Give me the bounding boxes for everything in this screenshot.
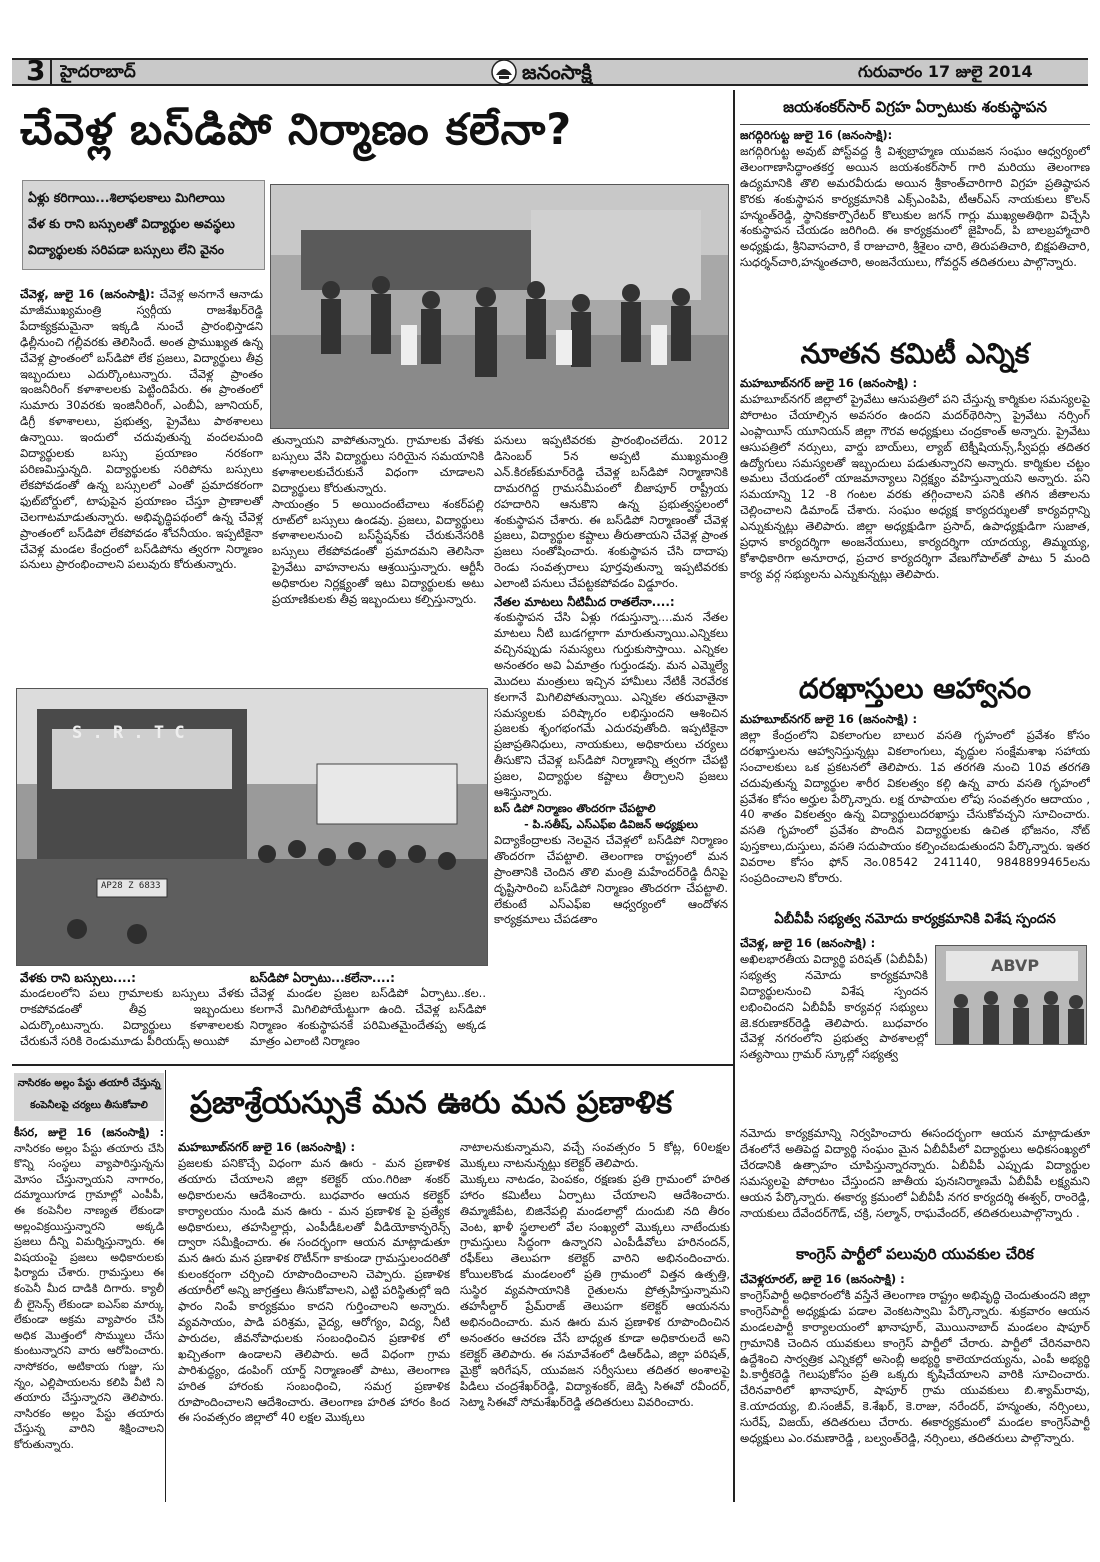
- main-story-col3-subhead3: - పి.సతీష్, ఎస్ఎఫ్ఐ డివిజన్ అధ్యక్షులు: [524, 817, 698, 831]
- main-story-col2: తున్నాయని వాపోతున్నారు. గ్రామాలకు వేళకు బస్సులు వేసి విద్యార్థులు సరియైన సమయానికి కళాశాలలకుచేరుకునే విధంగా చూడాలని విద్యార్థులు కోరుతున్నారు. సాయంత్రం 5 అయిందంటేచాలు శంకర్‌పల్లి రూట్‌లో బస్సులు ఉండవు. ప్రజలు, విద్యార్థులు కళాశాలలనుంచి బస్‌స్టేషన్‌కు చేరుకునేసరికి బస్సులు లేకపోవడంతో ప్రమాదమని తెలిసినా ప్రైవేటు వాహనాలను ఆశ్రయిస్తున్నారు. ఆర్టీసీ అధికారుల నిర్లక్ష్యంతో ఇటు విద్యార్థులకు అటు ప్రయాణికులకు తీవ్ర ఇబ్బందులు కల్పిస్తున్నారు.: [272, 433, 484, 607]
- right-story1-dateline: జగద్గిరిగుట్ట జులై 16 (జనంసాక్షి):: [740, 128, 893, 142]
- ginger-story-headline-box: [14, 1073, 164, 1121]
- scheme-story-headline: ప్రజాశ్రేయస్సుకే మన ఊరు మన ప్రణాళిక: [190, 1085, 673, 1121]
- right-story3-dateline: మహబూబ్‌నగర్ జులై 16 (జనంసాక్షి) :: [740, 712, 918, 726]
- right-story1-text: జగద్గిరిగుట్ట అవుట్ పోస్ట్‌వద్ద శ్రీ విశ్వబ్రాహ్మణ యువజన సంఘం ఆధ్వర్యంలో తెలంగాణాసిద్ధాంతకర్త అయిన జయశంకర్‌సార్ గారి మరియు తెలంగాణ ఉద్యమానికి తొలి అమరవీరుడు అయిన శ్రీకాంత్‌చారిగారి విగ్రహ ప్రతిష్ఠాపన కొరకు శంకుస్థాపన కార్యక్రమానికి ఎక్స్‌ఎంపిపి, టీఆర్ఎస్ నాయకులు కొలన్ హన్మంత్‌రెడ్డి, స్థానికకార్పొరేటర్ కొలుకుల జగన్ గార్లు ముఖ్యఅతిథిగా విచ్చేసి శంకుస్థాపన చేయడం జరిగింది. ఈ కార్యక్రమంలో జైహింద్, పి బాలబ్రహ్మాచారి అధ్యక్షుడు, శ్రీనివాసచారి, కే రాజుచారి, శ్రీశైలం చారి, తిరుపతిచారి, బిక్షపతిచారి, సుధర్శన్‌చారి,హన్మంతచారి, అంజనేయులు, గోవర్దన్ తదితరులు పాల్గొన్నారు.: [740, 143, 1090, 270]
- main-story-col3c-text: విద్యాకేంద్రాలకు నెలవైన చేవెళ్లలో బస్‌డిపో నిర్మాణం తొందరగా చేపట్టాలి. తెలంగాణ రాష్ట్రంలో మన ప్రాంతానికి చెందిన తొలి మంత్రి మహేందర్‌రెడ్డి దీనిపై దృష్టిసారించి బస్‌డిపో నిర్మాణం తొందరగా చేపట్టాలి. లేకుంటే ఎస్ఎఫ్ఐ ఆధ్వర్యంలో ఆందోళన కార్యక్రమాలు చేపడతాం: [494, 832, 728, 927]
- main-story-col2b-text: చేవెళ్ల మండల ప్రజల బస్‌డిపో ఏర్పాటు..కల.. కలగానే మిగిలిపోయేట్టుగా ఉంది. చేవెళ్ల బస్‌డిపో నిర్మాణం శంకుస్థాపనకే పరిమితమైందేతప్ప అక్కడ మాత్రం ఎలాంటి నిర్మాణం: [250, 986, 486, 1048]
- right-story4-headline: ఏబీవీపీ సభ్యత్వ నమోదు కార్యక్రమానికి విశేష స్పందన: [774, 911, 1056, 927]
- bus-plate-text: AP28 Z 6833: [101, 881, 161, 891]
- main-story-col1-subhead: వేళకు రాని బస్సులు....:: [20, 971, 136, 985]
- main-story-col3: [494, 433, 728, 951]
- right-story3-body: [740, 712, 1090, 904]
- right-story5-body: [740, 1272, 1090, 1504]
- right-story4-body-b: నమోదు కార్యక్రమాన్ని నిర్వహించారు ఈసందర్భంగా ఆయన మాట్లాడుతూ దేశంలోనే అతిపెద్ద విద్యార్థి సంఘం మైన ఏబీవీపీలో విద్యార్థులు అధికసంఖ్యలో చేరడానికి ఉత్సాహం చూపిస్తున్నారన్నారు. ఏబీవీపీ ఎప్పుడు విద్యార్థుల సమస్యలపై పోరాటం చేస్తుందని జాతీయ పునఃనిర్మాణమే ఏబీవీపీ లక్ష్యమని ఆయన పేర్కొన్నారు. ఈకార్య క్రమంలో ఏబీవీపీ నగర కార్యదర్శి ఈశ్వర్, రాంరెడ్డి, నాయకులు దేవేందర్‌గౌడ్, చక్రి, సల్మాన్, రాఘవేందర్, తదితరులుపాల్గొన్నారు .: [740, 1126, 1090, 1220]
- abvp-banner-text: ABVP: [991, 956, 1040, 975]
- right-story1-rule: [740, 124, 1090, 125]
- right-story3-headline: దరఖాస్తులు ఆహ్వానం: [798, 672, 1032, 705]
- column-rule-right: [733, 90, 735, 1502]
- main-story-col3b-text: శంకుస్థాపన చేసి ఏళ్లు గడుస్తున్నా....మన నేతల మాటలు నీటి బుడగల్లాగా మారుతున్నాయి.ఎన్నికలు వచ్చినప్పుడు సమస్యలు గుర్తుకుసొస్తాయి. ఎన్నికల అనంతరం అవి ఏమాత్రం గుర్తుండవు. మన ఎమ్మెల్యే మొదలు మంత్రులు ఇచ్చిన హామీలు నేటికీ నెరవేరక కలగానే మిగిలిపోతున్నాయి. ఎన్నికల తరువాతైనా సమస్యలకు పరిష్కారం లభిస్తుందని ఆశించిన ప్రజలకు శృంగభంగమే ఎదురవుతోంది. ఇప్పటికైనా ప్రజాప్రతినిధులు, నాయకులు, అధికారులు చర్యలు తీసుకొని చేవెళ్ల బస్‌డిపో నిర్మాణాన్ని త్వరగా చేపట్టి ప్రజల, విద్యార్థుల కష్టాలు తీర్చాలని ప్రజలు ఆశిస్తున్నారు.: [494, 610, 728, 800]
- main-story-col1b-text: మండలంలోని పలు గ్రామాలకు బస్సులు వేళకు రాకపోవడంతో తీవ్ర ఇబ్బందులు ఎదుర్కొంటున్నారు. విద్యార్థులు కళాశాలలకు చేరుకునే సరికి రెండుమూడు పీరియడ్స్ అయిపో: [20, 986, 244, 1048]
- right-story5-headline: కాంగ్రెస్ పార్టీలో పలువురి యువకుల చేరిక: [796, 1245, 1034, 1263]
- right-story2-headline: నూతన కమిటీ ఎన్నిక: [800, 337, 1030, 370]
- main-story-dateline: చేవెళ్ల, జులై 16 (జనంసాక్షి):: [20, 287, 155, 301]
- page-number: 3: [26, 55, 46, 87]
- subhead-2: వేళ కు రాని బస్సులతో విద్యార్థుల అవస్థలు: [28, 216, 235, 231]
- ginger-story-dateline: కీసర, జులై 16 (జనంసాక్షి) :: [14, 1126, 164, 1139]
- city-label: హైదరాబాద్: [60, 62, 136, 82]
- right-story3-text: జిల్లా కేంద్రంలోని వికలాంగుల బాలుర వసతి గృహంలో ప్రవేశం కోసం దరఖాస్తులను ఆహ్వానిస్తున్నట్లు వికలాంగులు, వృద్ధుల సంక్షేమశాఖ సహాయ సంచాలకులు ఒక ప్రకటనలో తెలిపారు. 1వ తరగతి నుంచి 10వ తరగతి చదువుతున్న విద్యార్థుల శారీర వికలత్వం కల్గి ఉన్న వారు వసతి గృహంలో ప్రవేశం కోసం అర్హుల పేర్కొన్నారు. లక్ష రూపాయల లోపు సంవత్సరం ఆదాయం , 40 శాతం వికలత్వం ఉన్న విద్యార్థులుదరఖాస్తు చేసుకోవచ్చని సూచించారు. వసతి గృహంలో ప్రవేశం పొందిన విద్యార్థులకు ఉచిత భోజనం, నోట్ పుస్తకాలు,దుస్తులు, వసతి సదుపాయం కల్పించబడుతుందని పేర్కొన్నారు. ఇతర వివరాల కోసం ఫోన్ నెం.08542 241140, 9848899465లను సంప్రదించాలని కోరారు.: [740, 727, 1090, 886]
- photo-abvp-students: [935, 945, 1087, 1045]
- main-story-col2-subhead: బస్‌డిపో ఏర్పాటు...కలేనా....:: [250, 971, 395, 985]
- main-story-col3-text: పనులు ఇప్పటివరకు ప్రారంభించలేదు. 2012 డిసెంబర్ 5న అప్పటి ముఖ్యమంత్రి ఎన్.కిరణ్‌కుమార్‌రెడ్డి చేవెళ్ల బస్‌డిపో నిర్మాణానికి దామరగిద్ద గ్రామసమీపంలో బీజాపూర్ రాష్ట్రీయ రహదారిని ఆనుకొని ఉన్న ప్రభుత్వస్థలంలో శంకుస్థాపన చేశారు. ఈ బస్‌డిపో నిర్మాణంతో చేవెళ్ల ప్రజలు, విద్యార్థుల కష్టాలు తీరుతాయని చేవెళ్ల ప్రాంత ప్రజలు సంతోషించారు. శంకుస్థాపన చేసి దాదాపు రెండు సంవత్సరాలు పూర్తవుతున్నా ఇప్పటివరకు ఎలాంటి పనులు చేపట్టకపోవడం విడ్డూరం.: [494, 433, 728, 591]
- page-number-divider: [50, 60, 52, 84]
- section-separator: [12, 1064, 733, 1066]
- scheme-story-col1-text: ప్రజలకు పనికొచ్చే విధంగా మన ఊరు - మన ప్రణాళిక తయారు చేయాలని జిల్లా కలెక్టర్ యం.గిరిజా శంకర్ అధికారులను ఆదేశించారు. బుధవారం ఆయన కలెక్టర్ కార్యాలయం నుండి మన ఊరు - మన ప్రణాళిక పై ప్రత్యేక అధికారులు, తహసిల్దార్లు, ఎంపీడీఓలతో వీడియోకాన్ఫరెన్స్ ద్వారా సమీక్షించారు. ఈ సందర్భంగా ఆయన మాట్లాడుతూ మన ఊరు మన ప్రణాళిక రొటీన్‌గా కాకుండా గ్రామస్తులందరితో కులంకర్షంగా చర్చించి రూపొందించాలని చెప్పారు. ప్రణాళిక తయారీలో అన్ని జాగ్రత్తలు తీసుకోవాలని, ఎట్టి పరిస్థితుల్లో ఇది ఫారం నింపే కార్యక్రమం కాదని గుర్తించాలని అన్నారు. వ్యవసాయం, పాడి పరిశ్రమ, వైద్య, ఆరోగ్యం, విద్య, నీటి పారుదల, జీవనోపాధులకు సంబంధించిన ప్రణాళిక లో ఖచ్చితంగా ఉండాలని తెలిపారు. అదే విధంగా గ్రామ పారిశుద్ధ్యం, డంపింగ్ యార్డ్ నిర్మాణంతో పాటు, తెలంగాణ హరిత హారంకు సంబంధించి, సమగ్ర ప్రణాళిక రూపొందించాలని ఆదేశించారు. తెలంగాణ హరిత హారం కింద ఈ సంవత్సరం జిల్లాలో 40 లక్షల మొక్కలు: [178, 1155, 450, 1425]
- right-story2-dateline: మహబూబ్‌నగర్ జులై 16 (జనంసాక్షి) :: [740, 376, 918, 390]
- main-story-col1b: [20, 970, 244, 1058]
- issue-date: గురువారం 17 జులై 2014: [858, 62, 1033, 81]
- right-story4-text-a: అఖిలభారతీయ విద్యార్థి పరిషత్ (ఏబీవీపీ) సభ్యత్వ నమోదు కార్యక్రమానికి విద్యార్థులనుంచి విశేష స్పందన లభించిందని ఏబీవీపీ కార్యవర్గ సభ్యులు జె.కరుణాకర్‌రెడ్డి తెలిపారు. బుధవారం చేవెళ్ల నగరంలోని ప్రభుత్వ పాఠశాలల్లో సత్యసాయి గ్రామర్ స్కూల్లో సభ్యత్వ: [740, 951, 928, 1062]
- ginger-story-headline-2: కంపెనీలపై చర్యలు తీసుకోవాలి: [30, 1100, 148, 1111]
- right-story2-text: మహబూబ్‌నగర్ జిల్లాలో ప్రైవేటు ఆసుపత్రిలో పని చేస్తున్న కార్మికుల సమస్యలపై పోరాటం చేయాల్సిన అవసరం ఉందని మదర్‌థెరిస్సా ప్రైవేటు నర్సింగ్ ఎంప్లాయీస్ యూనియన్ జిల్లా గౌరవ అధ్యక్షులు చంద్రకాంత్ అన్నారు. ప్రైవేటు ఆసుపత్రిలో నర్సులు, వార్డు బాయ్‌లు, ల్యాబ్ టెక్నీషియన్స్,స్వీపర్లు తదితర ఉద్యోగులు సమస్యలతో ఇబ్బందులు పడుతున్నారని అన్నారు. కార్మికుల చట్టం అమలు చేయడంలో యాజమాన్యాలు నిర్లక్ష్యం వహిస్తున్నాయని అన్నారు. పని సమయాన్ని 12 -8 గంటల వరకు తగ్గించాలని పనికి తగిన జీతాలను చెల్లించాలని డిమాండ్ చేశారు. సంఘం అధ్యక్ష కార్యదర్శులతో కార్యవర్గాన్ని ఎన్నుకున్నట్లు తెలిపారు. జిల్లా అధ్యక్షుడిగా ప్రసాద్, ఉపాధ్యక్షుడిగా సుజాత, ప్రధాన కార్యదర్శిగా అంజనేయులు, కార్యదర్శిగా యాదయ్య, తిమ్మయ్య, కోశాధికారిగా అనూరాధ, ప్రచార కార్యదర్శిగా వేణుగోపాల్‌తో పాటు 5 మంది కార్య వర్గ సభ్యులను ఎన్నుకున్నట్లు తెలిపారు.: [740, 391, 1090, 581]
- subhead-3: విద్యార్థులకు సరిపడా బస్సులు లేని వైనం: [28, 242, 225, 257]
- main-story-col1-text: చేవెళ్ల అనగానే ఆనాడు మాజీముఖ్యమంత్రి స్వర్గీయ రాజశేఖర్‌రెడ్డి పేదాక్యక్రమమైనా ఇక్కడి నుంచే ప్రారంభిస్తాడని ఢిల్లీనుంచి గల్లీవరకు తెలిసిందే. అంత ప్రాముఖ్యత ఉన్న చేవెళ్ల ప్రాంతంలో బస్‌డిపో లేక ప్రజలు, విద్యార్థులు తీవ్ర ఇబ్బందులు ఎదుర్కొంటున్నారు. చేవెళ్ల ప్రాంతం ఇంజనీరింగ్ కళాశాలలకు పెట్టిందిపేరు. ఈ ప్రాంతంలో సుమారు 30వరకు ఇంజినీరింగ్, ఎంబీఏ, జూనియర్, డిగ్రీ కళాశాలలు, ప్రభుత్వ, ప్రైవేటు పాఠశాలలు ఉన్నాయి. ఇందులో చదువుతున్న వందలమంది విద్యార్థులకు బస్సు ప్రయాణం నరకంగా పరిణమిస్తున్నది. విద్యార్థులకు సరిపోను బస్సులు లేకపోవడంతో ఉన్న బస్సులలో ఎంతో ప్రమాదకరంగా ఫుట్‌బోర్డులో, టాపుపైన ప్రయాణం చేస్తూ ప్రాణాలతో చెలగాటమాడుతున్నారు. అభివృద్ధిపథంలో ఉన్న చేవెళ్ల ప్రాంతంలో బస్‌డిపో లేకపోవడం శోచనీయం. ఇప్పటికైనా చేవెళ్ల మండల కేంద్రంలో బస్‌డిపోను త్వరగా నిర్మాణం పనులు ప్రారంభించాలని పలువురు కోరుతున్నారు.: [20, 287, 263, 572]
- scheme-story-col1: [178, 1140, 450, 1502]
- ginger-story-headline-1: నాసిరకం అల్లం పేస్టు తయారీ చేస్తున్న: [17, 1078, 161, 1089]
- right-story4-body-a: [740, 936, 928, 1126]
- main-story-col1: [20, 287, 263, 677]
- bus-header-text: S . R . T C: [72, 723, 185, 743]
- photo-crowd-srtc-bus: [16, 688, 488, 966]
- scheme-story-col2: నాటాలనుకున్నామని, వచ్చే సంవత్సరం 5 కోట్ల, 60లక్షల మొక్కలు నాటనున్నట్లు కలెక్టర్ తెలిపారు. మొక్కలు నాటడం, పెంపకం, రక్షణకు ప్రతి గ్రామంలో హరిత హారం కమిటీలు ఏర్పాటు చేయాలని ఆదేశించారు. తిమ్మాజీపేట, బిజినేపల్లి మండలాల్లో దుందుబి నది తీరం వెంట, ఖాళీ స్థలాలలో వేల సంఖ్యలో మొక్కలు నాటేందుకు గ్రామస్తులు సిద్ధంగా ఉన్నారని ఎంపీడీవోలు హరినందన్, రఫీక్‌లు తెలుపగా కలెక్టర్ వారిని అభినందించారు. కోయిలకొండ మండలంలో ప్రతి గ్రామంలో విత్తన ఉత్పత్తి, సుస్థిర వ్యవసాయానికి రైతులను ప్రోత్సహిస్తున్నామని తహసీల్దార్ ప్రేమ్‌రాజ్ తెలుపగా కలెక్టర్ ఆయనను అభినందించారు. మన ఊరు మన ప్రణాళిక రూపొందించిన అనంతరం ఆచరణ చేసే బాధ్యత కూడా అధికారులదే అని కలెక్టర్ తెలిపారు. ఈ సమావేశంలో డిఆర్‌డిఎ, జిల్లా పరిషత్, మైక్రో ఇరిగేషన్, యువజన సర్వీసులు తదితర అంశాలపై పిడిలు చంద్రశేఖర్‌రెడ్డి, విద్యాశంకర్, జెడ్పి సిఈవో రవీందర్, సెట్మా సిఈవో సోమశేఖర్‌రెడ్డి తదితరులు వివరించారు.: [460, 1140, 730, 1409]
- main-headline: చేవెళ్ల బస్‌డిపో నిర్మాణం కలేనా?: [20, 105, 573, 155]
- right-story5-text: కాంగ్రెస్‌పార్టీ అధికారంలోకి వస్తేనే తెలంగాణ రాష్ట్రం అభివృద్ధి చెందుతుందని జిల్లా కాంగ్రెస్‌పార్టీ అధ్యక్షుడు పడాల వెంకటస్వామి పేర్కొన్నారు. శుక్రవారం ఆయన మండలపార్టీ కార్యాలయంలో ఖానాపూర్, మొయినాబాద్ మండలం షాపూర్ గ్రామానికి చెందిన యువకులు కాంగ్రెస్ పార్టీలో చేరారు. పార్టీలో చేరినవారిని ఉద్దేశించి సార్వత్రిక ఎన్నికల్లో అసెంబ్లీ అభ్యర్థి కాలెయాదయ్యను, ఎంపీ అభ్యర్థి పి.కార్తీకరెడ్డి గెలుపుకోసం ప్రతి ఒక్కరు కృషిచేయాలని వారికి సూచించారు. చేరినవారిలో ఖానాపూర్, షాపూర్ గ్రామ యువకులు బి.శ్యామ్‌రావు, కె.యాదయ్య, బి.సంజీవ్, కె.శేఖర్, కె.రాజు, నరేందర్, హన్మంతు, నర్సింలు, సురేష్, విజయ్, తదితరులు చేరారు. ఈకార్యక్రమంలో మండల కాంగ్రెస్‌పార్టీ అధ్యక్షులు ఎం.రమణారెడ్డి , బల్వంత్‌రెడ్డి, నర్సింలు, తదితరులు పాల్గొన్నారు.: [740, 1287, 1090, 1446]
- ginger-story-body: [14, 1125, 164, 1503]
- masthead-logo: [490, 57, 640, 87]
- scheme-story-dateline: మహబూబ్‌నగర్ జులై 16 (జనంసాక్షి) :: [178, 1140, 356, 1154]
- subhead-box: [22, 180, 265, 270]
- photo-students-bus-stop: [270, 184, 729, 429]
- right-story2-body: [740, 376, 1090, 666]
- main-story-col2b: [250, 970, 486, 1058]
- students-photo-illustration: [271, 185, 729, 429]
- subhead-1: ఏళ్లు కరిగాయి...శిలాఫలకాలు మిగిలాయి: [28, 190, 225, 205]
- right-story1-headline: జయశంకర్‌సార్ విగ్రహ ఏర్పాటుకు శంకుస్థాపన: [783, 98, 1047, 116]
- logo-text: జనంసాక్షి: [522, 60, 592, 84]
- main-story-col3-subhead2: బస్ డిపో నిర్మాణం తొందరగా చేపట్టాలి: [494, 801, 656, 815]
- column-rule-left-bottom: [165, 1070, 166, 1502]
- ginger-story-text: నాసిరకం అల్లం పేస్టు తయారు చేసి కొన్ని సంస్థలు వ్యాపారిస్తున్నను మోసం చేస్తున్నాయని నాగారం, దమ్మాయిగూడ గ్రామాల్లో ఎంపీపీ, ఈ కంపెనీల నాణ్యత లేకుండా అల్లంవిక్రయిస్తున్నారని అక్కడి ప్రజలు దీన్ని విమర్శిస్తున్నారు. ఈ విషయంపై ప్రజలు అధికారులకు ఫిర్యాదు చేశారు. గ్రామస్తులు ఈ కంపెనీ మీద దాడికి దిగారు. క్యాలీ బీ లైసెన్స్ లేకుండా ఐఎస్ఐ మార్కు లేకుండా అక్రమ వ్యాపారం చేసి అధిక మొత్తంలో సొమ్ములు చేసు కుంటున్నారని వారు ఆరోపించారు. నాసోకరం, అటికాయ గుజ్జు, సు న్నం, ఎల్లిపాయలను కలిపి వీటి ని తయారు చేస్తున్నారని తెలిపారు. నాసిరకం అల్లం పేస్టు తయారు చేస్తున్న వారిని శిక్షించాలని కోరుతున్నారు.: [14, 1141, 164, 1451]
- right-story1-body: [740, 128, 1090, 334]
- logo-emblem-icon: [490, 58, 518, 86]
- main-story-col3-subhead1: నేతల మాటలు నీటిమీద రాతలేనా....:: [494, 595, 675, 610]
- right-story5-dateline: చేవెళ్లరూరల్, జులై 16 (జనంసాక్షి) :: [740, 1272, 905, 1286]
- right-story4-dateline: చేవెళ్ల, జులై 16 (జనంసాక్షి) :: [740, 936, 876, 950]
